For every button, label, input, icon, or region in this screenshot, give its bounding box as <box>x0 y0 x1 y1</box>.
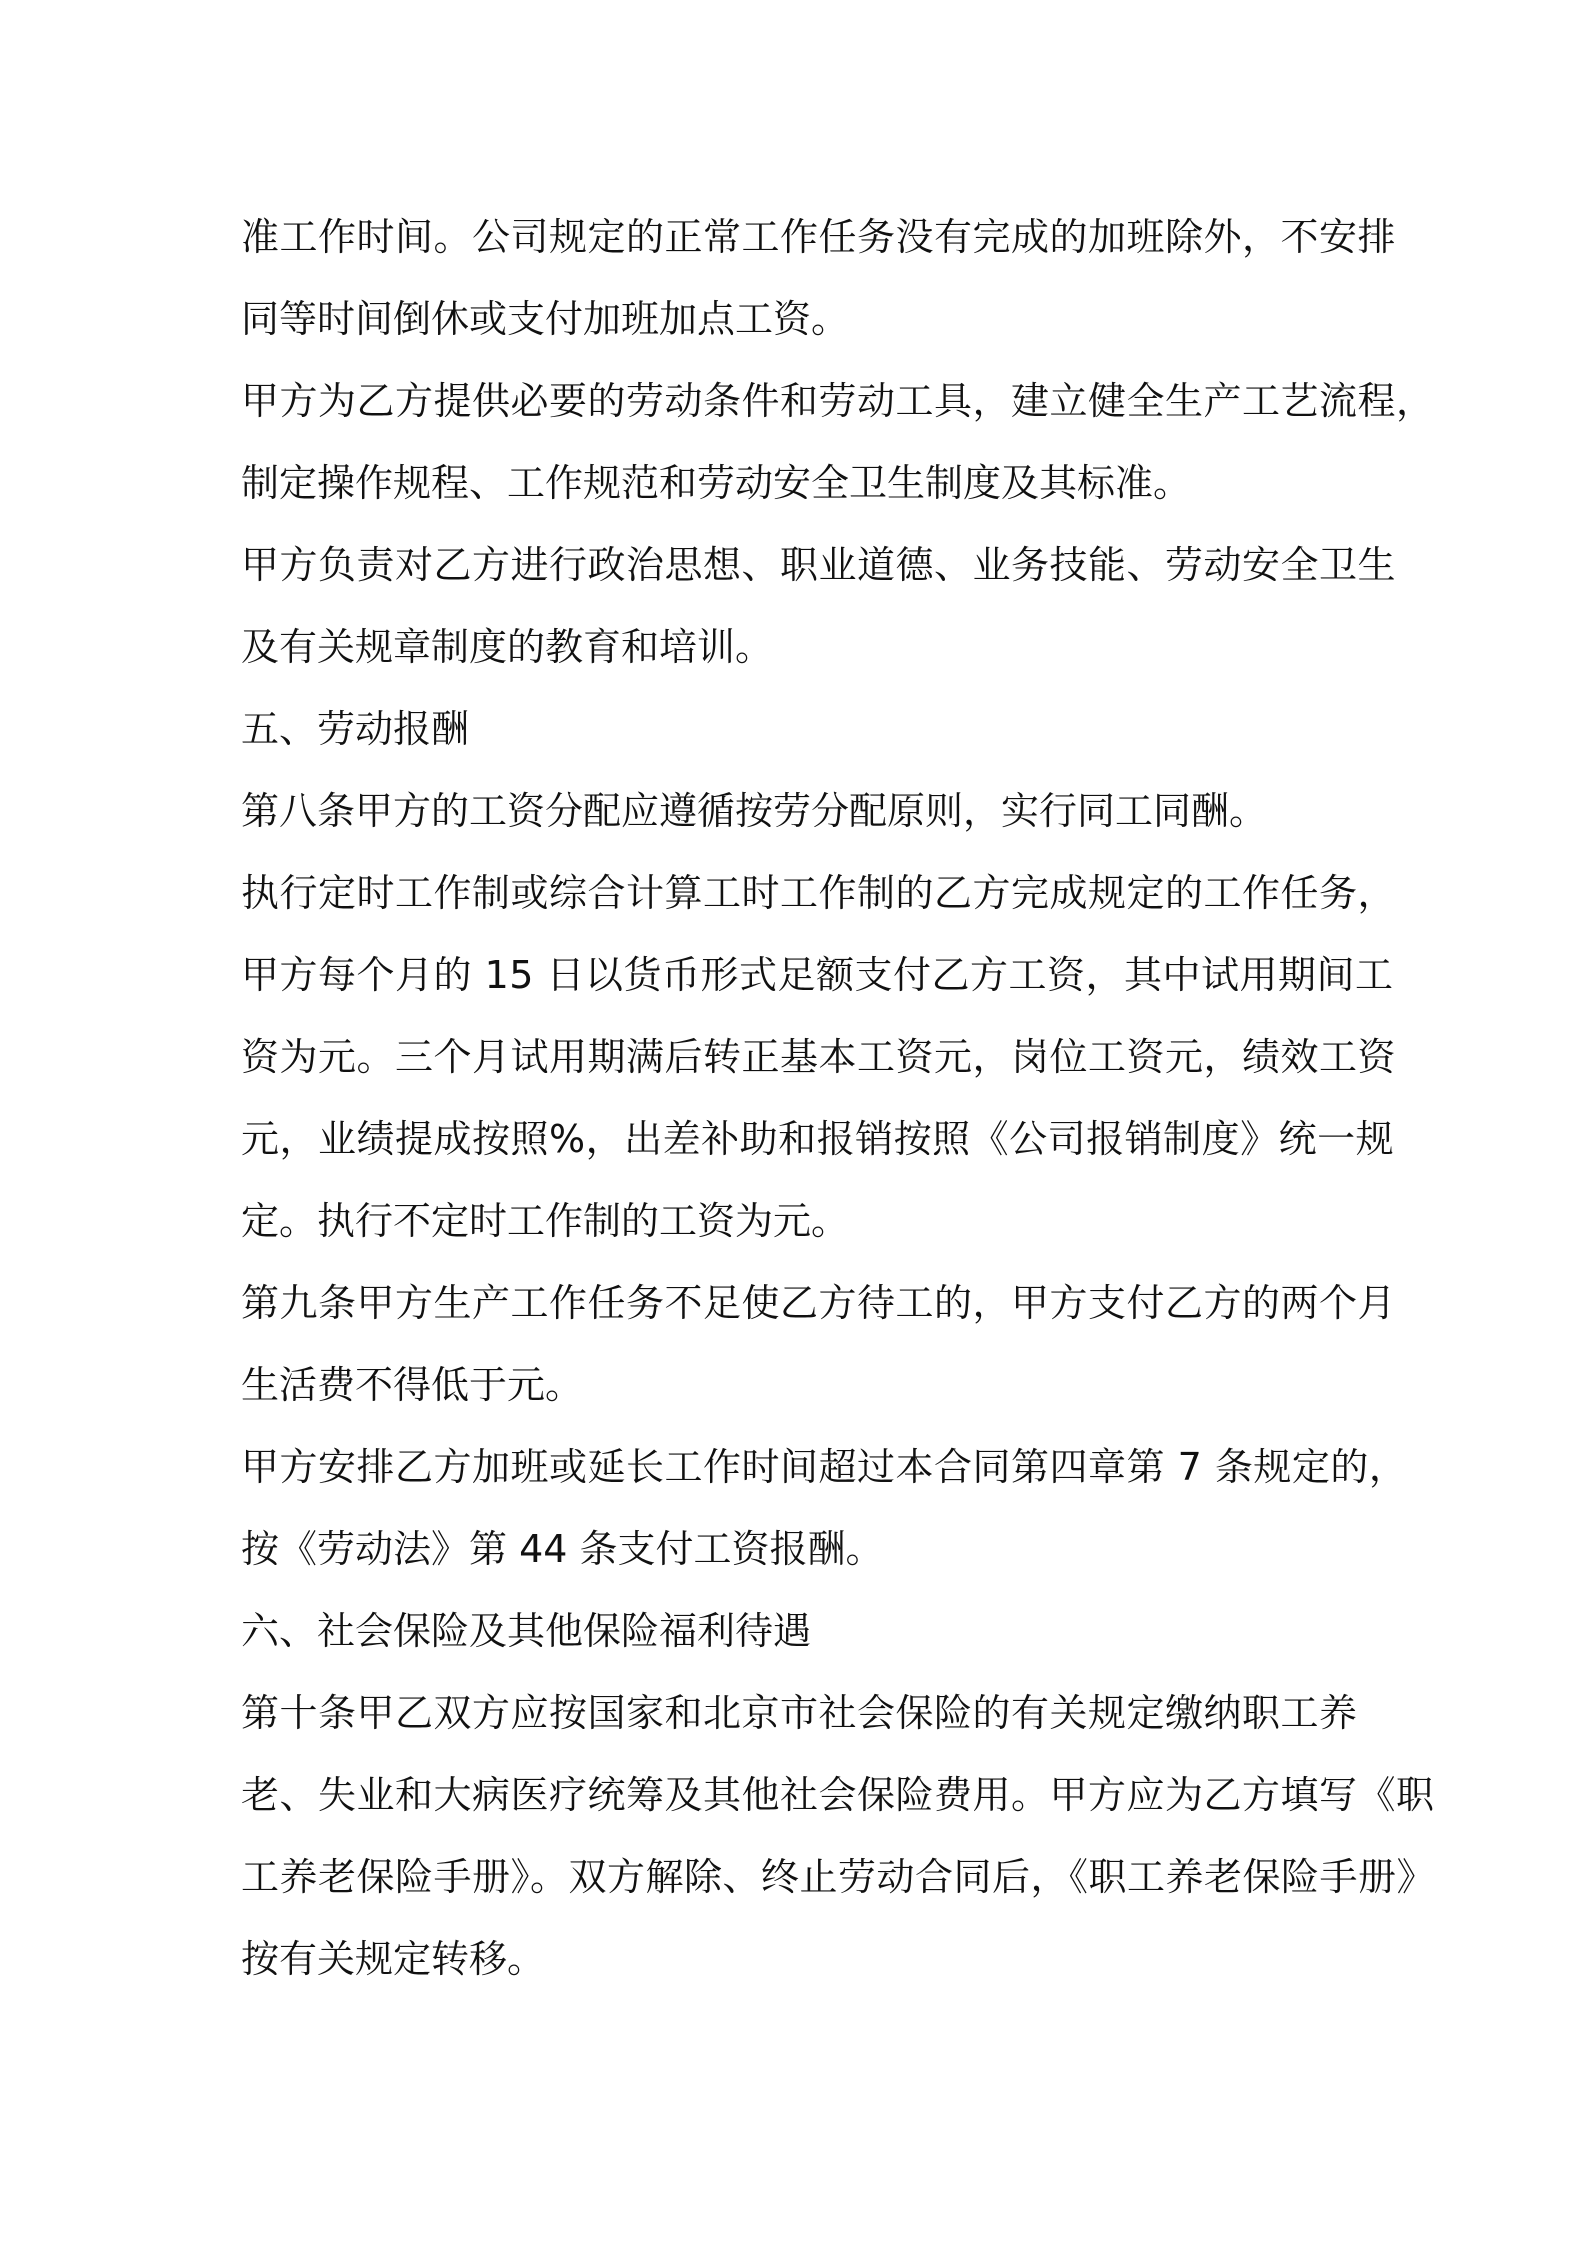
text-line: 甲方安排乙方加班或延长工作时间超过本合同第四章第 7 条规定的， <box>241 1445 1408 1489</box>
text-line: 第八条甲方的工资分配应遵循按劳分配原则，实行同工同酬。 <box>241 789 1268 833</box>
text-line: 甲方每个月的 15 日以货币形式足额支付乙方工资，其中试用期间工 <box>241 953 1394 997</box>
text-line: 工养老保险手册》。双方解除、终止劳动合同后，《职工养老保险手册》 <box>241 1855 1436 1899</box>
text-line: 按《劳动法》第 44 条支付工资报酬。 <box>241 1527 884 1571</box>
text-line: 定。执行不定时工作制的工资为元。 <box>241 1199 850 1243</box>
text-line: 制定操作规程、工作规范和劳动安全卫生制度及其标准。 <box>241 461 1192 505</box>
text-line: 生活费不得低于元。 <box>241 1363 584 1407</box>
document-body <box>241 196 1436 2000</box>
text-line: 第十条甲乙双方应按国家和北京市社会保险的有关规定缴纳职工养 <box>241 1691 1358 1735</box>
text-line: 准工作时间。公司规定的正常工作任务没有完成的加班除外，不安排 <box>241 215 1397 259</box>
text-line: 执行定时工作制或综合计算工时工作制的乙方完成规定的工作任务， <box>241 871 1397 915</box>
text-line: 元，业绩提成按照%，出差补助和报销按照《公司报销制度》统一规 <box>241 1117 1395 1161</box>
section-heading: 五、劳动报酬 <box>241 707 470 751</box>
section-heading: 六、社会保险及其他保险福利待遇 <box>241 1609 812 1653</box>
text-line: 资为元。三个月试用期满后转正基本工资元，岗位工资元，绩效工资 <box>241 1035 1397 1079</box>
text-line: 同等时间倒休或支付加班加点工资。 <box>241 297 850 341</box>
text-line: 及有关规章制度的教育和培训。 <box>241 625 774 669</box>
text-line: 第九条甲方生产工作任务不足使乙方待工的，甲方支付乙方的两个月 <box>241 1281 1397 1325</box>
text-line: 甲方负责对乙方进行政治思想、职业道德、业务技能、劳动安全卫生 <box>241 543 1397 587</box>
text-line: 按有关规定转移。 <box>241 1937 546 1981</box>
text-line: 老、失业和大病医疗统筹及其他社会保险费用。甲方应为乙方填写《职 <box>241 1773 1435 1817</box>
text-line: 甲方为乙方提供必要的劳动条件和劳动工具，建立健全生产工艺流程， <box>241 379 1435 423</box>
